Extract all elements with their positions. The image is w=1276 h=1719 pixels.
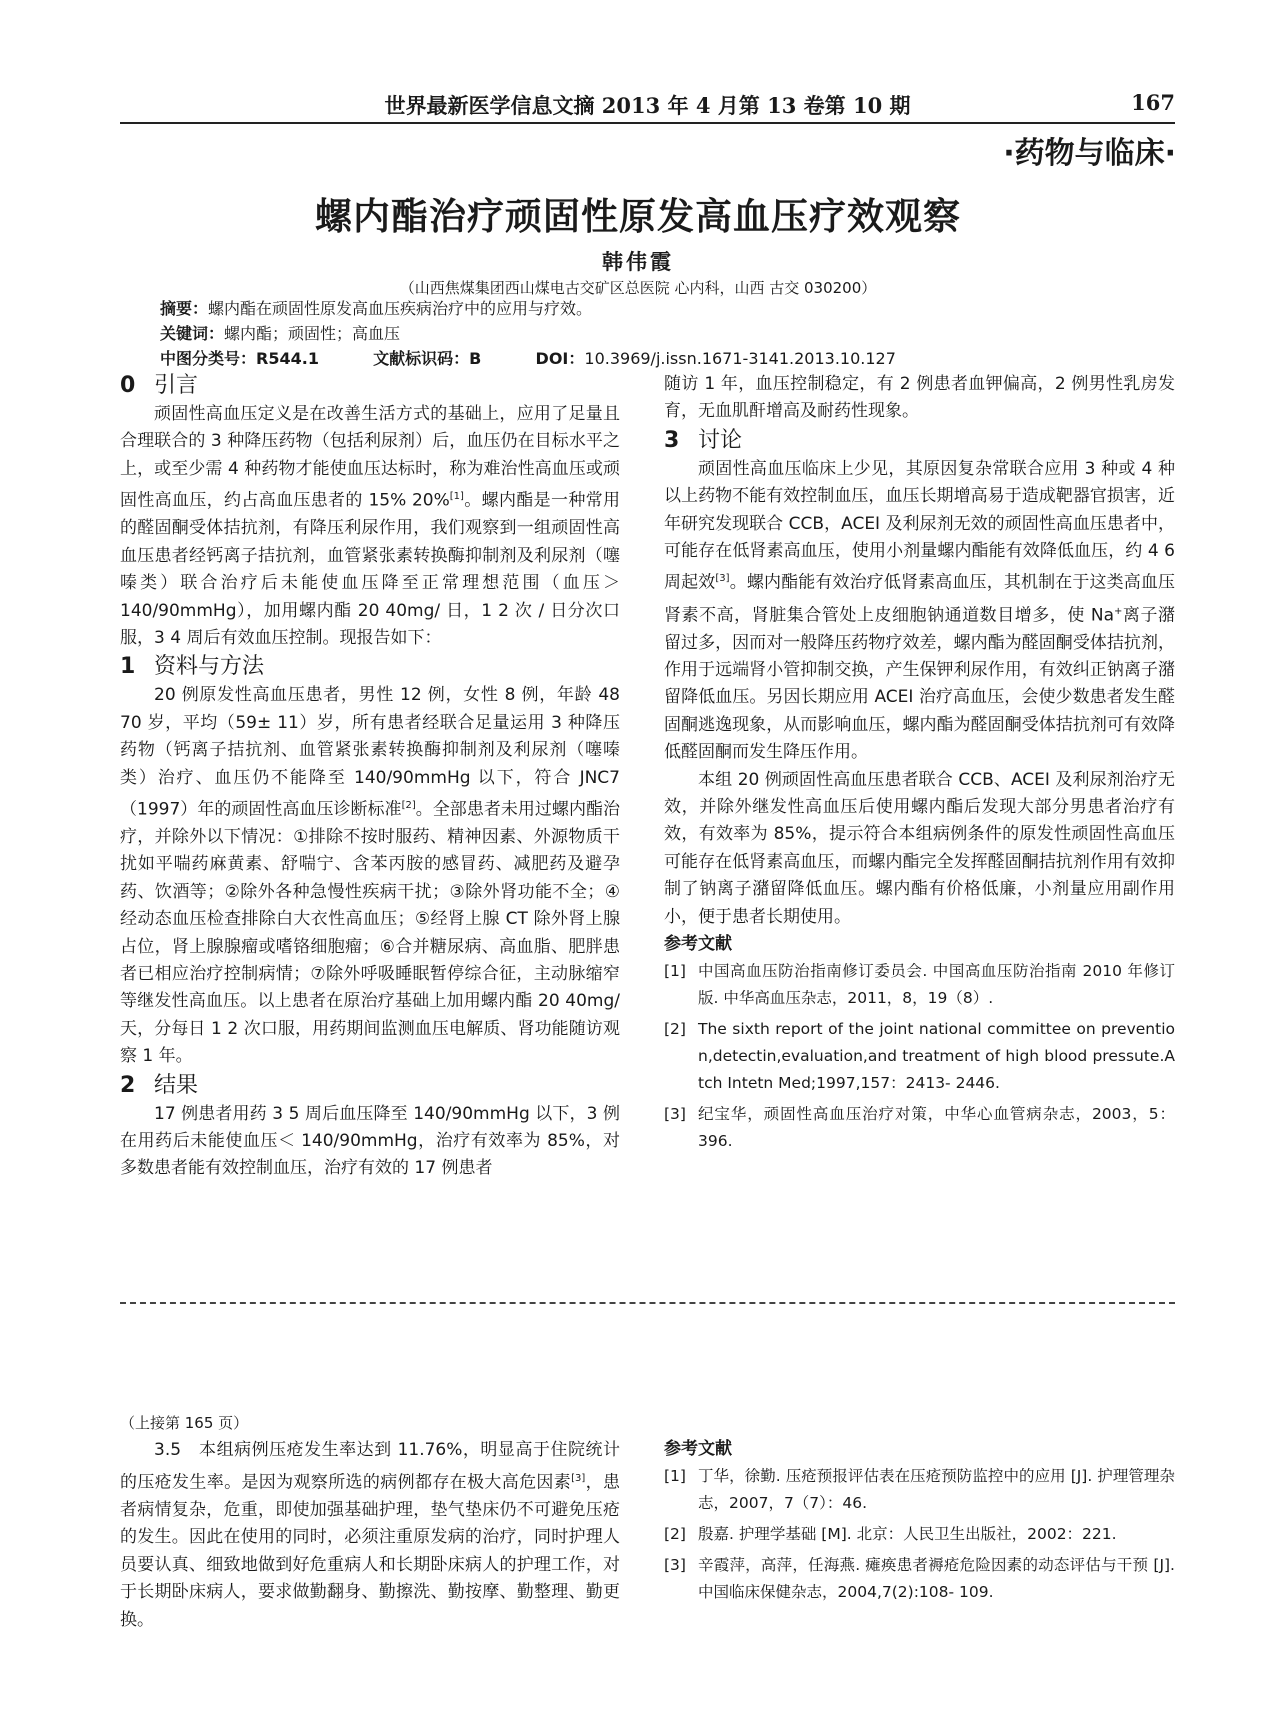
continuation-right: [664, 1436, 1175, 1610]
keywords: [160, 321, 400, 344]
reference-item: [3] 纪宝华，顽固性高血压治疗对策，中华心血管病杂志，2003，5：396.: [664, 1105, 1175, 1151]
page-number: 167: [1131, 90, 1175, 115]
citation-3[interactable]: [3]: [715, 573, 730, 585]
journal-title: 世界最新医学信息文摘 2013 年 4 月第 13 卷第 10 期: [384, 93, 911, 118]
doc-code-label: 文献标识码：: [373, 349, 470, 368]
references-list: [664, 958, 1175, 1155]
clc-value: R544.1: [256, 349, 319, 368]
continuation-references-list: [664, 1463, 1175, 1606]
keywords-text: 螺内酯；顽固性；高血压: [224, 324, 401, 343]
section-heading-1: 1 资料与方法: [120, 654, 265, 680]
intro-paragraph: 顽固性高血压定义是在改善生活方式的基础上，应用了足量且合理联合的 3 种降压药物（包括利尿剂）后，血压仍在目标水平之上，或至少需 4 种药物才能使血压达标时，称为难治性高血压或顽固性高血压，约占高血压患者的 15% 20%[1]。螺内酯是一种常用的醛固酮受体拮抗剂，有降压利尿作用，我们观察到一组顽固性高血压患者经钙离子拮抗剂，血管紧张素转换酶抑制剂及利尿剂（噻嗪类）联合治疗后未能使血压降至正常理想范围（血压＞ 140/90mmHg），加用螺内酯 20 40mg/ 日，1 2 次 / 日分次口服，3 4 周后有效血压控制。现报告如下：: [120, 404, 620, 648]
section-heading-0: 0 引言: [120, 373, 199, 398]
section-heading-2: 2 结果: [120, 1072, 199, 1098]
reference-item: [2] The sixth report of the joint national committee on prevention,detectin,evaluation,and treatment of high blood pressute.Atch Intetn Med;1997,157：2413- 2446.: [664, 1020, 1175, 1093]
doc-code-value: B: [469, 349, 482, 368]
references-heading: 参考文献: [664, 934, 732, 955]
continued-from-note: （上接第 165 页）: [120, 1414, 249, 1432]
reference-item: [3] 辛霞萍，高萍，任海燕. 瘫痪患者褥疮危险因素的动态评估与干预 [J]. 中国临床保健杂志，2004,7(2):108- 109.: [664, 1556, 1175, 1602]
methods-paragraph: 20 例原发性高血压患者，男性 12 例，女性 8 例，年龄 48 70 岁，平均（59± 11）岁，所有患者经联合足量运用 3 种降压药物（钙离子拮抗剂、血管紧张素转换酶抑制剂及利尿剂（噻嗪类）治疗、血压仍不能降至 140/90mmHg 以下，符合 JNC7（1997）年的顽固性高血压诊断标准[2]。全部患者未用过螺内酯治疗，并除外以下情况：①排除不按时服药、精神因素、外源物质干扰如平喘药麻黄素、舒喘宁、含苯丙胺的感冒药、减肥药及避孕药、饮酒等；②除外各种急慢性疾病干扰；③除外肾功能不全；④经动态血压检查排除白大衣性高血压；⑤经肾上腺 CT 除外肾上腺占位，肾上腺腺瘤或嗜铬细胞瘤；⑥合并糖尿病、高血脂、肥胖患者已相应治疗控制病情；⑦除外呼吸睡眠暂停综合征，主动脉缩窄等继发性高血压。以上患者在原治疗基础上加用螺内酯 20 40mg/ 天，分每日 1 2 次口服，用药期间监测血压电解质、肾功能随访观察 1 年。: [120, 685, 620, 1067]
reference-item: [2] 殷嘉. 护理学基础 [M]. 北京：人民卫生出版社，2002：221.: [664, 1525, 1117, 1544]
continuation-references-heading: 参考文献: [664, 1439, 732, 1459]
running-header: [120, 86, 1175, 124]
citation-continuation-3[interactable]: [3]: [571, 1472, 586, 1484]
results-paragraph: 17 例患者用药 3 5 周后血压降至 140/90mmHg 以下，3 例在用药后未能使血压＜ 140/90mmHg，治疗有效率为 85%，对多数患者能有效控制血压，治疗有效的 17 例患者: [120, 1103, 620, 1179]
abstract-label: 摘要：: [160, 299, 209, 318]
dashed-divider: [120, 1302, 1175, 1304]
author: 韩伟霞: [602, 249, 674, 274]
results-continued-paragraph: 随访 1 年，血压控制稳定，有 2 例患者血钾偏高，2 例男性乳房发育，无血肌酐增高及耐药性现象。: [664, 374, 1175, 422]
discussion-paragraph-2: 本组 20 例顽固性高血压患者联合 CCB、ACEI 及利尿剂治疗无效，并除外继发性高血压后使用螺内酯后发现大部分男患者治疗有效，有效率为 85%，提示符合本组病例条件的原发性顽固性高血压可能存在低肾素高血压，而螺内酯完全发挥醛固酮拮抗剂作用有效抑制了钠离子潴留降低血压。螺内酯有价格低廉，小剂量应用副作用小，便于患者长期使用。: [664, 769, 1175, 927]
continuation-left: [120, 1410, 620, 1634]
doi-label: DOI：: [535, 349, 585, 368]
abstract-text: 螺内酯在顽固性原发高血压疾病治疗中的应用与疗效。: [208, 299, 593, 318]
citation-1[interactable]: [1]: [449, 491, 464, 503]
affiliation: （山西焦煤集团西山煤电古交矿区总医院 心内科，山西 古交 030200）: [399, 279, 877, 297]
keywords-label: 关键词：: [160, 324, 225, 343]
clc-label: 中图分类号：: [160, 349, 257, 368]
article-title: 螺内酯治疗顽固性原发高血压疗效观察: [315, 195, 961, 238]
classification-line: [160, 346, 896, 369]
doi-value: 10.3969/j.issn.1671-3141.2013.10.127: [584, 349, 896, 368]
reference-item: [1] 中国高血压防治指南修订委员会. 中国高血压防治指南 2010 年修订版. 中华高血压杂志，2011，8，19（8）.: [664, 962, 1175, 1008]
section-heading-3: 3 讨论: [664, 427, 743, 453]
section-label: ·药物与临床·: [1003, 136, 1176, 171]
discussion-paragraph-1: 顽固性高血压临床上少见，其原因复杂常联合应用 3 种或 4 种以上药物不能有效控制血压，血压长期增高易于造成靶器官损害，近年研究发现联合 CCB，ACEI 及利尿剂无效的顽固性高血压患者中，可能存在低肾素高血压，使用小剂量螺内酯能有效降低血压，约 4 6 周起效[3]。螺内酯能有效治疗低肾素高血压，其机制在于这类高血压肾素不高，肾脏集合管处上皮细胞钠通道数目增多，使 Na+离子潴留过多，因而对一般降压药物疗效差，螺内酯为醛固酮受体拮抗剂，作用于远端肾小管抑制交换，产生保钾利尿作用，有效纠正钠离子潴留降低血压。另因长期应用 ACEI 治疗高血压，会使少数患者发生醛固酮逃逸现象，从而影响血压，螺内酯为醛固酮受体拮抗剂可有效降低醛固酮而发生降压作用。: [664, 458, 1176, 763]
citation-2[interactable]: [2]: [401, 799, 416, 811]
left-column: [120, 371, 620, 1183]
continuation-paragraph: 3.5 本组病例压疮发生率达到 11.76%，明显高于住院统计的压疮发生率。是因为观察所选的病例都存在极大高危因素[3]，患者病情复杂，危重，即使加强基础护理，垫气垫床仍不可避免压疮的发生。因此在使用的同时，必须注重原发病的治疗，同时护理人员要认真、细致地做到好危重病人和长期卧床病人的护理工作，对于长期卧床病人，要求做勤翻身、勤擦洗、勤按摩、勤整理、勤更换。: [120, 1440, 620, 1630]
reference-item: [1] 丁华，徐勤. 压疮预报评估表在压疮预防监控中的应用 [J]. 护理管理杂志，2007，7（7）：46.: [664, 1467, 1175, 1513]
abstract: [160, 296, 592, 319]
right-column: [664, 371, 1175, 1159]
